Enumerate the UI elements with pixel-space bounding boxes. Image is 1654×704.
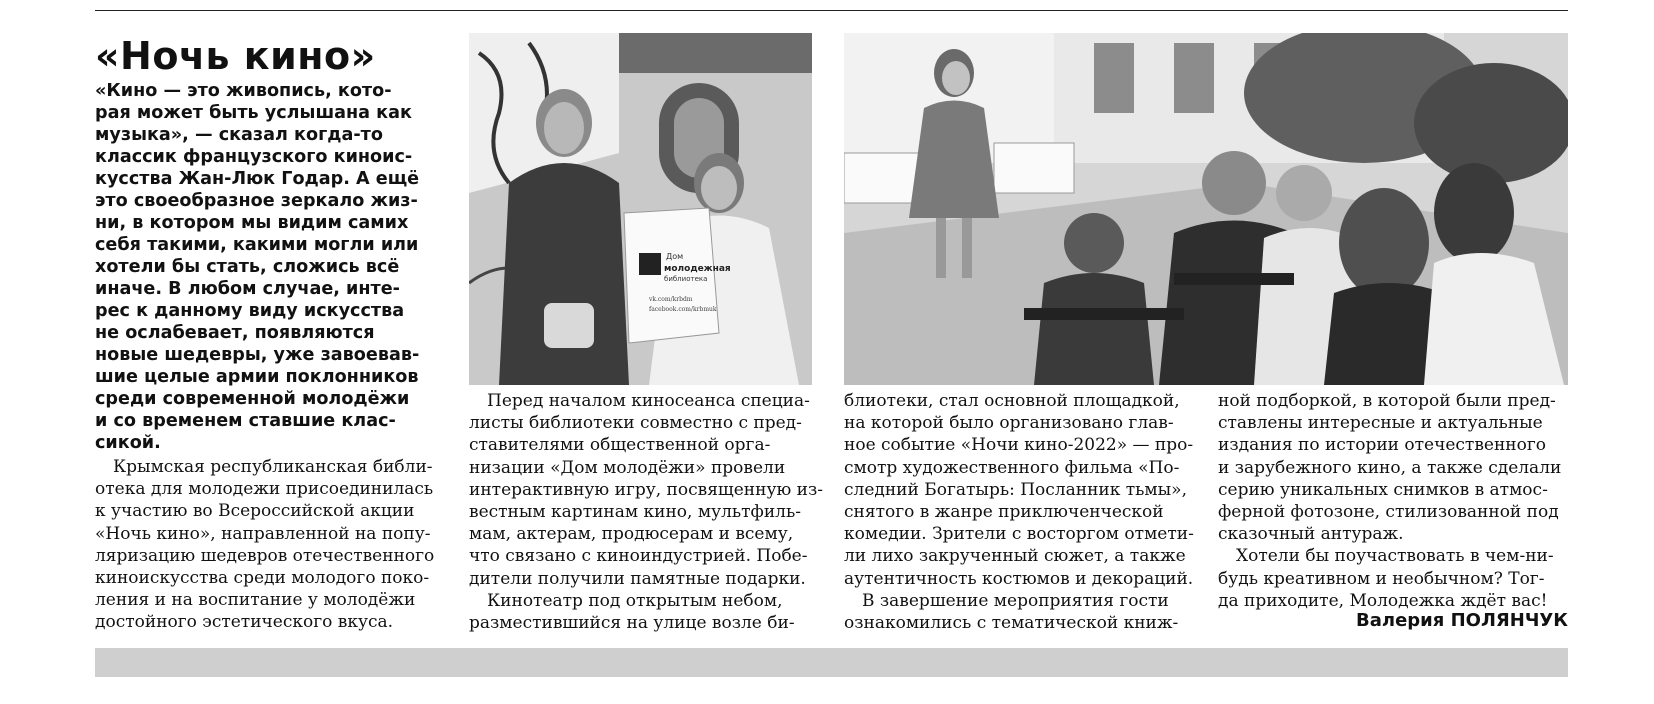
body-line: комедии. Зрители с восторгом отмети-: [844, 524, 1194, 545]
body-line: мам, актерам, продюсерам и всему,: [469, 524, 794, 545]
lead-line: рая может быть услышана как: [95, 103, 412, 123]
lead-line: шие целые армии поклонников: [95, 367, 419, 387]
body-line: ляризацию шедевров отечественного: [95, 545, 435, 566]
photo-outdoor-event: [844, 33, 1568, 385]
body-line: вестным картинам кино, мультфиль-: [469, 502, 801, 523]
photo-women-with-bag: [469, 33, 812, 385]
author-byline: [1218, 610, 1568, 631]
body-line: интерактивную игру, посвященную из-: [469, 479, 824, 500]
body-line: Хотели бы поучаствовать в чем-ни-: [1236, 546, 1554, 567]
lead-line: музыка», — сказал когда-то: [95, 125, 383, 145]
bag-text-line: молодежная: [664, 264, 731, 274]
bag-text-line: библиотека: [664, 275, 708, 283]
lead-line: сикой.: [95, 433, 161, 453]
body-line: ной подборкой, в которой были пред-: [1218, 391, 1556, 411]
body-line: ное событие «Ночи кино-2022» — про-: [844, 435, 1194, 456]
body-line: ферной фотозоне, стилизованной под: [1218, 502, 1559, 523]
body-line: ознакомились с тематической книж-: [844, 613, 1179, 634]
body-column-2: [469, 390, 824, 634]
article-headline: «Ночь кино»: [95, 34, 376, 78]
people-with-gift-bag-photo-icon: [469, 33, 812, 385]
body-line: аутентичность костюмов и декораций.: [844, 568, 1194, 589]
lead-line: рес к данному виду искусства: [95, 301, 405, 321]
lead-line: иначе. В любом случае, инте-: [95, 279, 400, 299]
body-line: Перед началом киносеанса специа-: [487, 391, 810, 411]
body-line: ставлены интересные и актуальные: [1218, 413, 1543, 434]
body-line: Кинотеатр под открытым небом,: [487, 590, 783, 611]
body-column-3: [844, 390, 1196, 634]
body-line: сказочный антураж.: [1218, 524, 1404, 545]
body-line: будь креативном и необычном? Тог-: [1218, 568, 1545, 589]
body-line: Крымская республиканская библи-: [113, 457, 433, 477]
body-line: листы библиотеки совместно с пред-: [469, 413, 802, 434]
lead-line: классик французского киноис-: [95, 147, 413, 167]
lead-line: «Кино — это живопись, кото-: [95, 81, 392, 101]
lead-line: среди современной молодёжи: [95, 389, 410, 409]
body-line: «Ночь кино», направленной на попу-: [95, 523, 431, 544]
top-rule: [95, 10, 1568, 11]
body-line: серию уникальных снимков в атмос-: [1218, 479, 1548, 500]
body-line: достойного эстетического вкуса.: [95, 612, 394, 633]
body-line: следний Богатырь: Посланник тьмы»,: [844, 479, 1187, 500]
body-line: издания по истории отечественного: [1218, 435, 1546, 456]
author-last-name: ПОЛЯНЧУК: [1450, 610, 1568, 631]
bag-text-line: Дом: [666, 252, 684, 261]
lead-line: хотели бы стать, сложись всё: [95, 257, 400, 277]
body-column-4: [1218, 390, 1570, 612]
lead-line: не ослабевает, появляются: [95, 323, 375, 343]
lead-line: и со временем ставшие клас-: [95, 411, 396, 431]
lead-line: это своеобразное зеркало жиз-: [95, 191, 418, 211]
lead-line: ни, в котором мы видим самих: [95, 213, 409, 233]
outdoor-event-audience-photo-icon: [844, 33, 1568, 385]
body-line: киноискусства среди молодого поко-: [95, 568, 430, 589]
bag-text-line: facebook.com/krbmuk: [649, 306, 717, 313]
article-lead: [95, 80, 450, 454]
lead-line: новые шедевры, уже завоевав-: [95, 345, 420, 365]
body-line: ления и на воспитание у молодёжи: [95, 590, 416, 611]
author-first-name: Валерия: [1356, 610, 1445, 631]
body-line: что связано с киноиндустрией. Побе-: [469, 546, 808, 567]
body-line: смотр художественного фильма «По-: [844, 457, 1180, 478]
body-line: снятого в жанре приключенческой: [844, 502, 1164, 523]
lead-line: себя такими, какими могли или: [95, 235, 419, 255]
body-line: ставителями общественной орга-: [469, 435, 771, 456]
lead-line: кусства Жан-Люк Годар. А ещё: [95, 169, 420, 189]
body-line: В завершение мероприятия гости: [862, 590, 1169, 611]
body-line: отека для молодежи присоединилась: [95, 479, 434, 500]
body-line: низации «Дом молодёжи» провели: [469, 457, 786, 478]
body-line: да приходите, Молодежка ждёт вас!: [1218, 590, 1548, 611]
body-line: дители получили памятные подарки.: [469, 568, 806, 589]
body-line: ли лихо закрученный сюжет, а также: [844, 546, 1186, 567]
body-line: на которой было организовано глав-: [844, 413, 1174, 434]
body-line: к участию во Всероссийской акции: [95, 501, 415, 522]
bottom-gray-band: [95, 648, 1568, 677]
body-line: блиотеки, стал основной площадкой,: [844, 391, 1180, 411]
body-column-1: [95, 456, 450, 634]
body-line: разместившийся на улице возле би-: [469, 613, 795, 634]
body-line: и зарубежного кино, а также сделали: [1218, 457, 1562, 478]
bag-text-line: vk.com/krbdm: [649, 296, 693, 303]
